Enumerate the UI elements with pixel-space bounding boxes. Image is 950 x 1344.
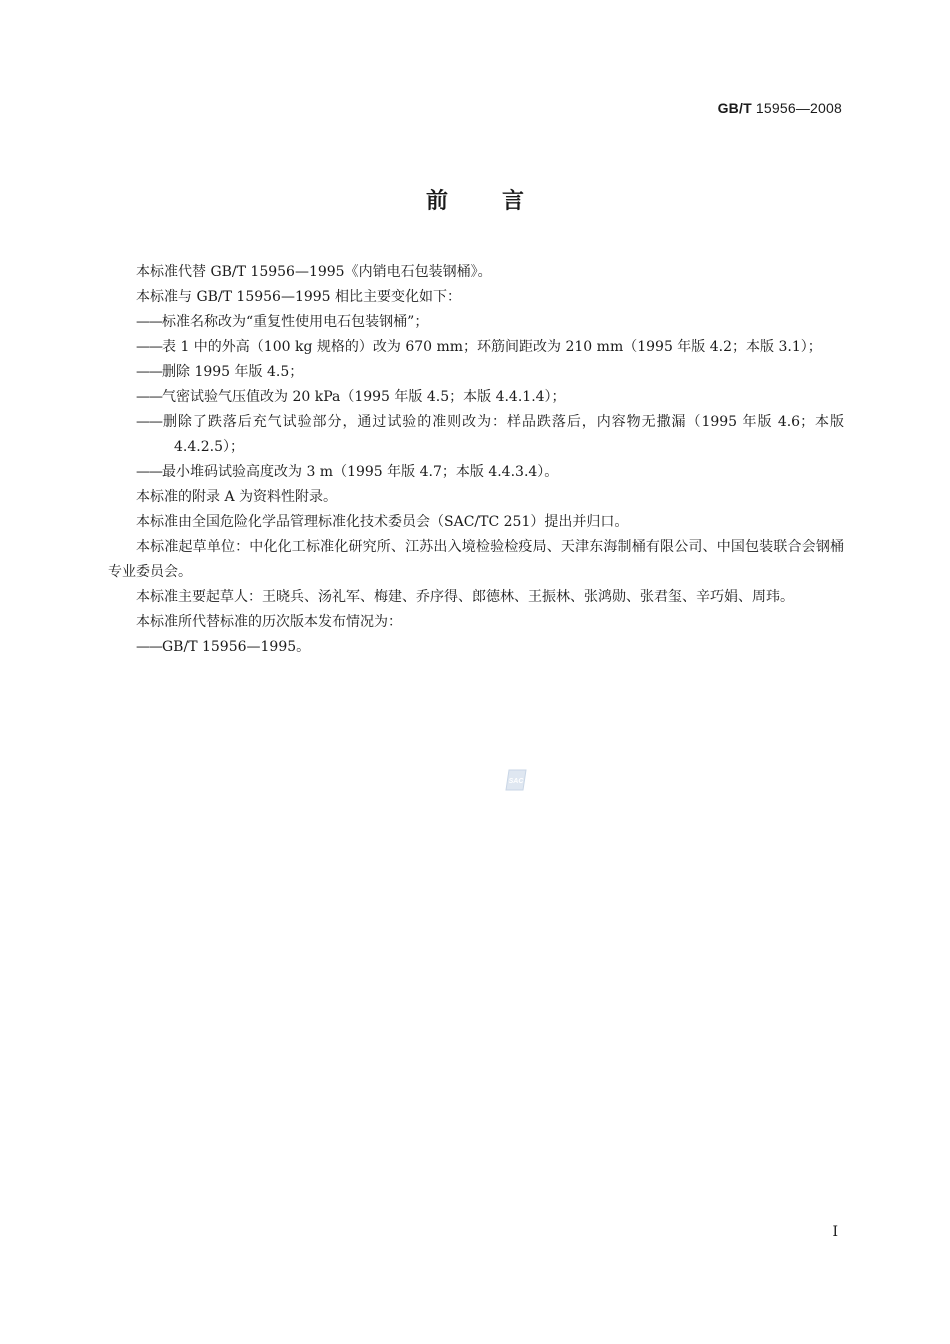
dash-marker: ——: [136, 339, 162, 355]
paragraph-annex: 本标准的附录 A 为资料性附录。: [136, 489, 338, 505]
paragraph-proposer: 本标准由全国危险化学品管理标准化技术委员会（SAC/TC 251）提出并归口。: [136, 514, 629, 530]
history-item: [108, 635, 844, 660]
change-item-text: 标准名称改为“重复性使用电石包装钢桶”；: [162, 314, 429, 330]
dash-marker: ——: [136, 314, 162, 330]
history-item-text: GB/T 15956—1995。: [162, 639, 311, 655]
standard-code: [718, 100, 842, 116]
dash-marker: ——: [136, 364, 162, 380]
page-number: I: [832, 1224, 838, 1240]
sac-watermark-logo: [503, 768, 529, 792]
paragraph-replaces: 本标准代替 GB/T 15956—1995《内销电石包装钢桶》。: [136, 264, 492, 280]
standard-code-prefix: GB/T: [717, 100, 752, 116]
change-item: [108, 410, 844, 460]
paragraph-history-intro: 本标准所代替标准的历次版本发布情况为：: [136, 614, 402, 630]
paragraph-drafters: 本标准主要起草人：王晓兵、汤礼军、梅建、乔序得、郎德林、王振林、张鸿勋、张君玺、辛巧娟、周玮。: [136, 589, 794, 605]
change-item: [108, 460, 844, 485]
dash-marker: ——: [136, 464, 162, 480]
change-item-text: 气密试验气压值改为 20 kPa（1995 年版 4.5；本版 4.4.1.4）；: [162, 389, 566, 405]
page-title: 前言: [425, 188, 578, 214]
dash-marker: ——: [136, 414, 162, 430]
change-item-text: 删除 1995 年版 4.5；: [162, 364, 304, 380]
change-item-text: 最小堆码试验高度改为 3 m（1995 年版 4.7；本版 4.4.3.4）。: [162, 464, 559, 480]
change-item: [108, 385, 844, 410]
change-item: [108, 360, 844, 385]
foreword-body: [108, 260, 844, 660]
change-item: [108, 310, 844, 335]
dash-marker: ——: [136, 389, 162, 405]
change-item-text: 删除了跌落后充气试验部分，通过试验的准则改为：样品跌落后，内容物无撒漏（1995 年版 4.6；本版 4.4.2.5）；: [162, 414, 844, 455]
change-item-text: 表 1 中的外高（100 kg 规格的）改为 670 mm；环筋间距改为 210 mm（1995 年版 4.2；本版 3.1）；: [162, 339, 822, 355]
paragraph-changes-intro: 本标准与 GB/T 15956—1995 相比主要变化如下：: [136, 289, 462, 305]
svg-text:SAC: SAC: [508, 778, 524, 785]
change-item: [108, 335, 844, 360]
standard-code-number: 15956—2008: [755, 100, 842, 116]
dash-marker: ——: [136, 639, 162, 655]
paragraph-drafting-units: 本标准起草单位：中化化工标准化研究所、江苏出入境检验检疫局、天津东海制桶有限公司、中国包装联合会钢桶专业委员会。: [108, 539, 844, 580]
